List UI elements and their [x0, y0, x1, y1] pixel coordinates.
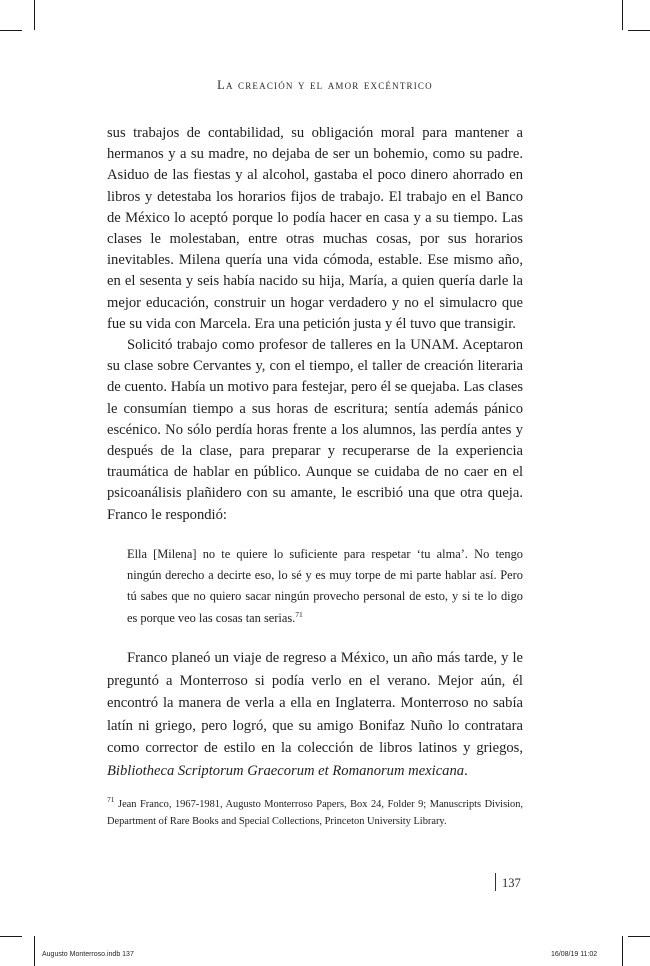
acronym: UNAM [410, 337, 455, 354]
slug-filename: Augusto Monterroso.indb 137 [42, 951, 134, 958]
crop-mark [628, 936, 650, 937]
paragraph [107, 647, 523, 783]
footnote-ref: 71 [295, 609, 303, 619]
quote-text: Ella [Milena] no te quiere lo suficiente para respetar ‘tu alma’. No tengo ningún derecho a decirte eso, lo sé y es muy torpe de mi parte hablar así. Pero tú sabes que no quiero sacar ningún provecho personal de esto, y si te lo digo es porque veo las cosas tan serias. [127, 547, 523, 625]
block-quote [127, 544, 523, 629]
paragraph-text: Solicitó trabajo como profesor de talleres en la [127, 337, 411, 354]
paragraph-text: . [464, 762, 468, 779]
crop-mark [34, 936, 35, 966]
crop-mark [0, 936, 22, 937]
main-text [107, 123, 523, 526]
crop-mark [622, 936, 623, 966]
crop-mark [622, 0, 623, 30]
page-number-rule [495, 873, 496, 891]
crop-mark [0, 30, 22, 31]
footnote-text: Jean Franco, 1967-1981, Augusto Monterroso Papers, Box 24, Folder 9; Manuscripts Division, Department of Rare Books and Special Collections, Princeton University Library. [107, 799, 523, 827]
footnote-number: 71 [107, 795, 115, 804]
page-number-value: 137 [502, 876, 521, 890]
crop-mark [34, 0, 35, 30]
page-number [495, 873, 521, 891]
book-title: Bibliotheca Scriptorum Graecorum et Romanorum mexicana [107, 762, 465, 779]
footnote [107, 797, 523, 830]
paragraph: sus trabajos de contabilidad, su obligación moral para mantener a hermanos y a su madre, no dejaba de ser un bohemio, como su padre. Asiduo de las fiestas y al alcohol, gastaba el poco dinero ahorrado en libros y detestaba los horarios fijos de trabajo. El trabajo en el Banco de México lo aceptó porque lo podía hacer en casa y a su tiempo. Las clases le molestaban, entre otras muchas cosas, por sus horarios inevitables. Milena quería una vida cómoda, estable. Ese mismo año, en el sesenta y seis había nacido su hija, María, a quien quería darle la mejor educación, construir un hogar verdadero y no el simulacro que fue su vida con Marcela. Era una petición justa y él tuvo que transigir. [107, 125, 523, 332]
paragraph [107, 335, 523, 526]
paragraph-text: . Aceptaron su clase sobre Cervantes y, con el tiempo, el taller de creación literaria de cuento. Había un motivo para festejar, pero él se quejaba. Las clases le consumían tiempo a sus horas de escritura; sentía además pánico escénico. No sólo perdía horas frente a los alumnos, las perdía antes y después de la clase, para preparar y recuperarse de la experiencia traumática de hablar en público. Aunque se cuidaba de no caer en el psicoanálisis plañidero con su amante, le escribió una que otra queja. Franco le respondió: [107, 337, 523, 523]
paragraph-text: Franco planeó un viaje de regreso a México, un año más tarde, y le preguntó a Monterroso si podía verlo en el verano. Mejor aún, él encontró la manera de verla a ella en Inglaterra. Monterroso no sabía latín ni griego, pero logró, que su amigo Bonifaz Nuño lo contratara como corrector de estilo en la colección de libros latinos y griegos, [107, 650, 523, 757]
crop-mark [628, 30, 650, 31]
slug-datetime: 16/08/19 11:02 [551, 951, 598, 958]
running-header: La creación y el amor excéntrico [217, 78, 433, 92]
